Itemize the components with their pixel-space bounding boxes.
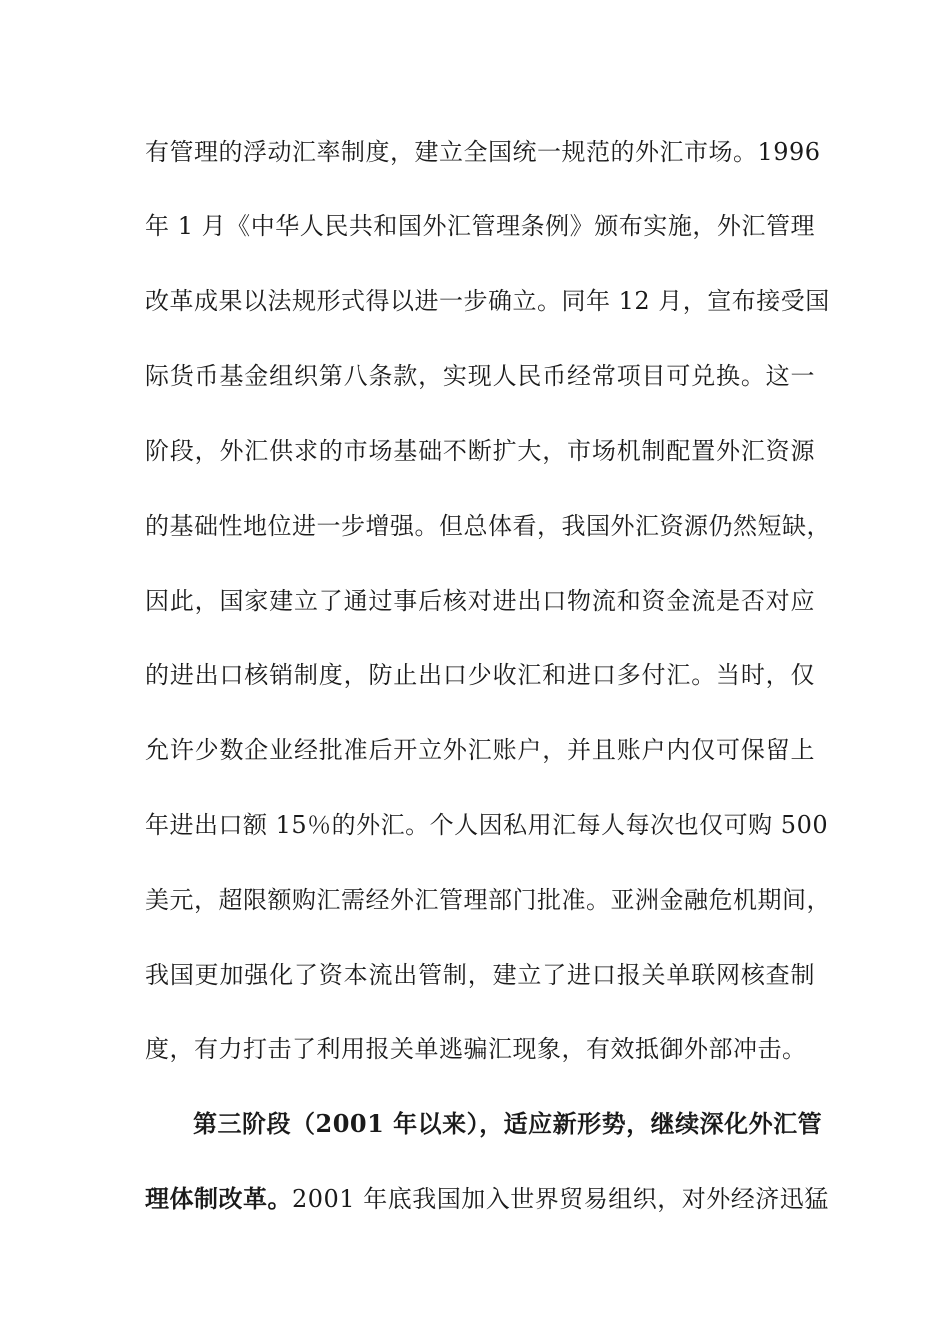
paragraph-line-2: 年 1 月《中华人民共和国外汇管理条例》颁布实施，外汇管理 [145, 212, 815, 240]
section-heading-line-2 [145, 1184, 829, 1214]
section-heading-line-1: 第三阶段（2001 年以来），适应新形势，继续深化外汇管 [193, 1109, 823, 1138]
paragraph-line-10: 年进出口额 15％的外汇。个人因私用汇每人每次也仅可购 500 [145, 811, 829, 839]
paragraph-line-9: 允许少数企业经批准后开立外汇账户，并且账户内仅可保留上 [145, 736, 815, 764]
paragraph-line-6: 的基础性地位进一步增强。但总体看，我国外汇资源仍然短缺， [145, 512, 831, 540]
paragraph-line-11: 美元，超限额购汇需经外汇管理部门批准。亚洲金融危机期间， [145, 886, 831, 914]
paragraph-line-12: 我国更加强化了资本流出管制，建立了进口报关单联网核查制 [145, 961, 815, 989]
paragraph-line-8: 的进出口核销制度，防止出口少收汇和进口多付汇。当时，仅 [145, 661, 815, 689]
paragraph-line-13: 度，有力打击了利用报关单逃骗汇现象，有效抵御外部冲击。 [145, 1035, 807, 1063]
paragraph-line-1: 有管理的浮动汇率制度，建立全国统一规范的外汇市场。1996 [145, 138, 821, 166]
section-heading-tail: 理体制改革。 [145, 1184, 292, 1213]
section-body-start: 2001 年底我国加入世界贸易组织，对外经济迅猛 [292, 1185, 829, 1213]
paragraph-line-5: 阶段，外汇供求的市场基础不断扩大，市场机制配置外汇资源 [145, 437, 815, 465]
paragraph-line-7: 因此，国家建立了通过事后核对进出口物流和资金流是否对应 [145, 587, 815, 615]
paragraph-line-3: 改革成果以法规形式得以进一步确立。同年 12 月，宣布接受国 [145, 287, 830, 315]
paragraph-line-4: 际货币基金组织第八条款，实现人民币经常项目可兑换。这一 [145, 362, 815, 390]
